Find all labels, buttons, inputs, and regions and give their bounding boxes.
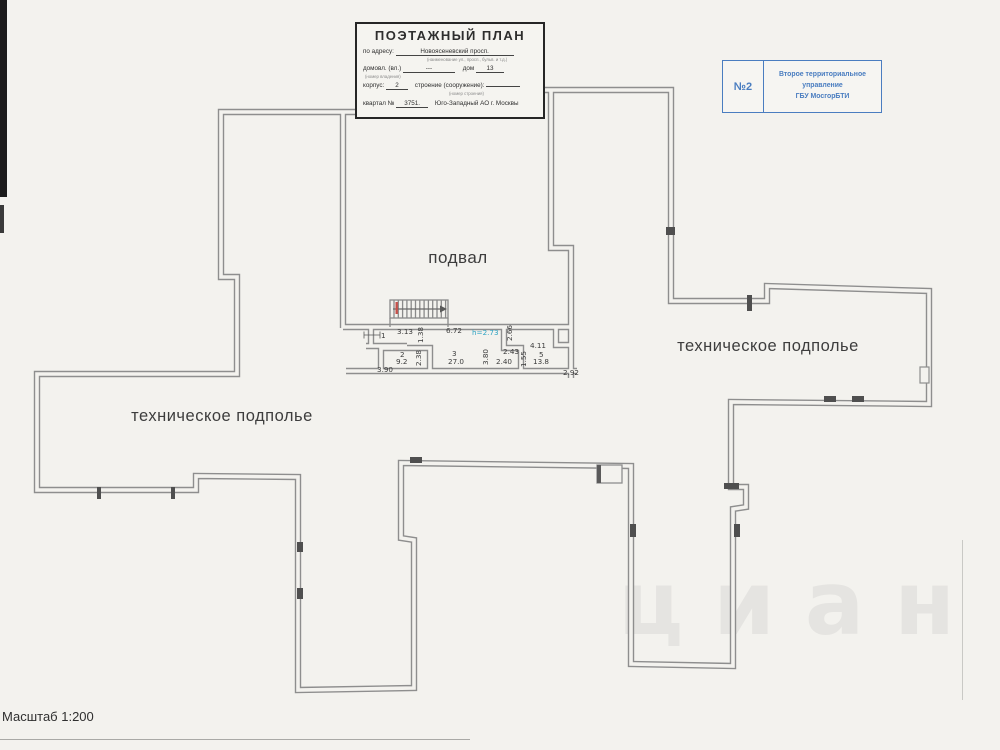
dimension-text: h=2.73 (472, 328, 499, 337)
dimension-text: 1 (381, 331, 386, 340)
outer-wall-outline (37, 90, 929, 690)
address-value: Новоясеневский просп. (396, 48, 514, 56)
dimension-text: 2.40 (496, 357, 513, 366)
ownership-caption: (номер владения) (365, 74, 401, 79)
stamp-org-line3: ГБУ МосгорБТИ (795, 92, 850, 100)
stamp-org-line2: управление (802, 82, 843, 90)
structure-value (486, 86, 520, 87)
dimension-text: 2.38 (414, 349, 423, 366)
dimension-text: 3.90 (377, 365, 394, 374)
title-block-heading: ПОЭТАЖНЫЙ ПЛАН (374, 28, 526, 43)
building-value: 2 (386, 82, 408, 90)
dimension-text: 13.8 (533, 357, 550, 366)
dimension-text: 3.13 (397, 327, 414, 336)
dimension-text: 2.66 (505, 324, 514, 341)
duct-box-dark-edge (597, 465, 601, 483)
title-block (355, 22, 545, 119)
dimension-text: 5 (539, 350, 544, 359)
address-caption: (наименование ул., просп., бульв. и т.д.) (427, 57, 508, 62)
structure-caption: (номер строения) (449, 91, 484, 96)
dimension-text: 2 (400, 350, 405, 359)
stamp-number: №2 (723, 61, 764, 112)
dimension-text: 27.0 (448, 357, 465, 366)
dimension-text: 1.55 (519, 350, 528, 367)
tech-underfloor-left-label: техническое подполье (131, 407, 313, 425)
ownership-label: домовл. (вл.) (363, 65, 402, 72)
stair-red-mark (396, 302, 398, 314)
ownership-value: --- (403, 65, 455, 73)
quarter-value: 3751. (396, 100, 428, 108)
district-value: Юго-Западный АО г. Москвы (434, 100, 519, 107)
dimension-text: 3 (452, 349, 457, 358)
building-row (363, 82, 538, 90)
dimension-text: 1.38 (416, 326, 425, 343)
stamp-org-line1: Второе территориальное (779, 71, 866, 79)
dimension-text: 2.92 (563, 368, 580, 377)
scale-label: Масштаб 1:200 (2, 709, 94, 724)
tech-underfloor-right-label: техническое подполье (677, 337, 859, 355)
house-value: 13 (476, 65, 504, 73)
quarter-row (363, 100, 538, 108)
house-label: дом (462, 65, 475, 72)
stamp-organization (764, 61, 881, 112)
dimension-text: 6.72 (446, 326, 463, 335)
ownership-row (363, 65, 538, 73)
structure-label: строение (сооружение): (414, 82, 485, 89)
dimension-text: 3.80 (481, 348, 490, 365)
basement-label: подвал (428, 248, 488, 267)
dimension-text: 2.43 (503, 347, 520, 356)
staircase (390, 300, 448, 327)
address-row (363, 48, 538, 56)
quarter-label: квартал № (363, 100, 395, 107)
right-wall-notch (920, 367, 929, 383)
watermark-text: циан (618, 552, 986, 655)
address-label: по адресу: (363, 48, 394, 55)
building-label: корпус: (363, 82, 385, 89)
bti-stamp (722, 60, 882, 113)
dimension-text: 4.11 (530, 341, 547, 350)
dimension-text: 9.2 (396, 357, 408, 366)
